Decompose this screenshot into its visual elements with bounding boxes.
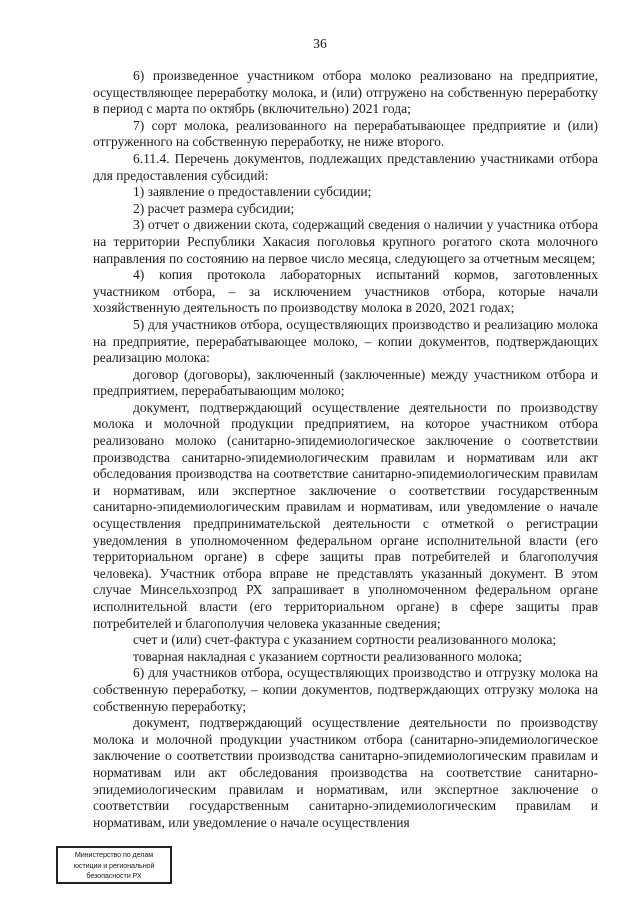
stamp-line: юстиции и региональной xyxy=(73,860,155,870)
paragraph: 7) сорт молока, реализованного на перерабатывающее предприятие и (или) отгруженного на собственную переработку, не ниже второго. xyxy=(93,117,598,150)
paragraph: счет и (или) счет-фактура с указанием сортности реализованного молока; xyxy=(133,632,557,648)
ministry-stamp xyxy=(56,846,172,884)
paragraph: 6) произведенное участником отбора молоко реализовано на предприятие, осуществляющее переработку молока, и (или) отгружено на собственную переработку в период с марта по октябрь (включительно) 2021 года; xyxy=(93,68,598,117)
stamp-line: Министерство по делам xyxy=(74,850,154,859)
paragraph: 1) заявление о предоставлении субсидии; xyxy=(133,184,372,200)
page-number: 36 xyxy=(313,36,327,51)
paragraph: 6.11.4. Перечень документов, подлежащих представлению участниками отбора для предоставления субсидий: xyxy=(93,150,598,183)
paragraph: договор (договоры), заключенный (заключенные) между участником отбора и предприятием, перерабатывающим молоко; xyxy=(93,366,598,399)
paragraph: документ, подтверждающий осуществление деятельности по производству молока и молочной продукции участником отбора (санитарно-эпидемиологическое заключение о соответствии производства санитарно-эпидемиологическим правилам и нормативам или акт обследования производства на соответствие санитарно-эпидемиологическим правилам и нормативам, или экспертное заключение о соответствии государственным санитарно-эпидемиологическим правилам и нормативам, или уведомление о начале осуществления xyxy=(93,715,598,830)
paragraph: 3) отчет о движении скота, содержащий сведения о наличии у участника отбора на территории Республики Хакасия поголовья крупного рогатого скота молочного направления по состоянию на первое число месяца, следующего за отчетным месяцем; xyxy=(93,217,598,266)
stamp-line: безопасности РХ xyxy=(86,871,142,880)
paragraph: 5) для участников отбора, осуществляющих производство и реализацию молока на предприятие, перерабатывающее молоко, – копии документов, подтверждающих реализацию молока: xyxy=(93,316,598,366)
paragraph: 6) для участников отбора, осуществляющих производство и отгрузку молока на собственную переработку, – копии документов, подтверждающих отгрузку молока на собственную переработку; xyxy=(93,665,598,714)
paragraph: 2) расчет размера субсидии; xyxy=(133,200,295,216)
paragraph: 4) копия протокола лабораторных испытаний кормов, заготовленных участником отбора, – за исключением участников отбора, которые начали хозяйственную деятельность по производству молока в 2020, 2021 годах; xyxy=(93,267,598,316)
paragraph: товарная накладная с указанием сортности реализованного молока; xyxy=(133,648,522,664)
paragraph: документ, подтверждающий осуществление деятельности по производству молока и молочной продукции предприятием, на которое участником отбора реализовано молоко (санитарно-эпидемиологическое заключение о соответствии производства санитарно-эпидемиологическим правилам и нормативам или акт обследования производства на соответствие санитарно-эпидемиологическим правилам и нормативам, или экспертное заключение о соответствии государственным санитарно-эпидемиологическим правилам и нормативам, или уведомление о начале осуществления предпринимательской деятельности с отметкой о регистрации уведомления в уполномоченном федеральном органе исполнительной власти (его территориальном органе) в сфере защиты прав потребителей и благополучия человека). Участник отбора вправе не представлять указанный документ. В этом случае Минсельхозпрод РХ запрашивает в уполномоченном федеральном органе исполнительной власти (его территориальном органе) в сфере защиты прав потребителей и благополучия человека указанные сведения; xyxy=(93,399,598,631)
document-body xyxy=(93,68,598,831)
